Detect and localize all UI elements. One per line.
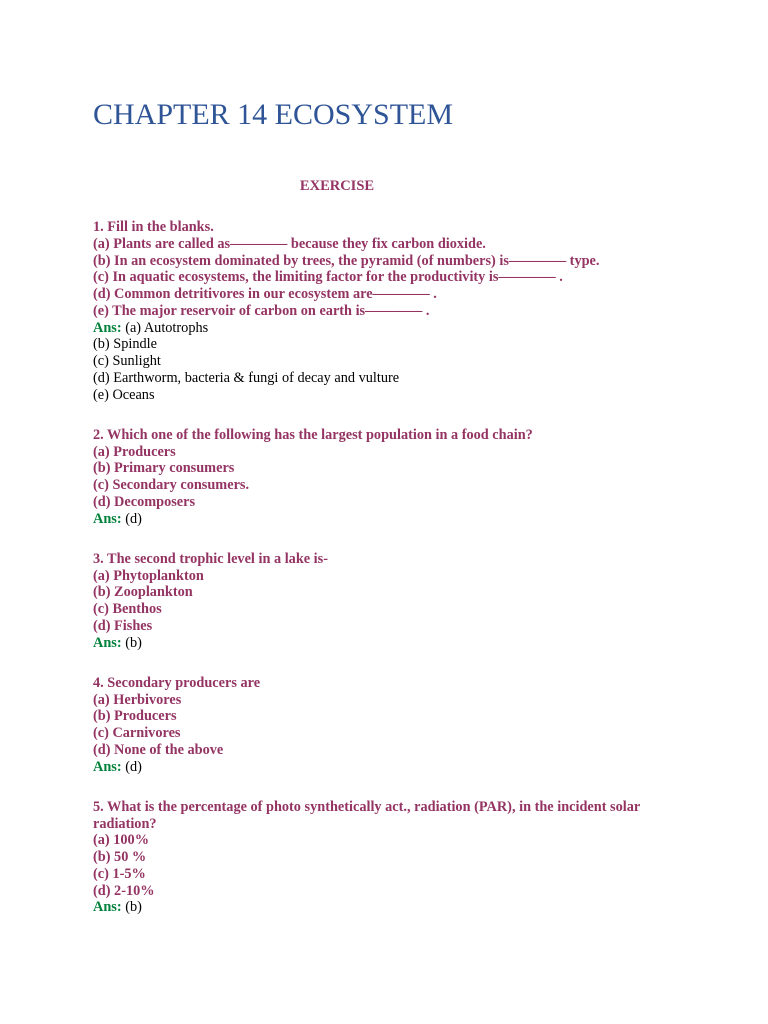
- answer-label: Ans:: [93, 758, 122, 775]
- answer-text: (b): [125, 899, 142, 916]
- question-4-option-c: (c) Carnivores: [93, 725, 181, 741]
- question-1-answer-d: (d) Earthworm, bacteria & fungi of decay and vulture: [93, 369, 400, 386]
- question-4-prompt: 4. Secondary producers are: [93, 674, 261, 691]
- question-1-answer-a: [93, 320, 693, 337]
- answer-label: Ans:: [93, 510, 122, 527]
- question-2-option-d: (d) Decomposers: [93, 493, 196, 510]
- question-4-answer: [93, 759, 693, 776]
- exercise-heading: EXERCISE: [299, 178, 375, 194]
- question-5-option-d: (d) 2-10%: [93, 882, 155, 899]
- answer-label: Ans:: [93, 899, 122, 916]
- question-5-option-b: (b) 50 %: [93, 849, 147, 865]
- question-2-option-c: (c) Secondary consumers.: [93, 477, 250, 493]
- question-3-option-b: (b) Zooplankton: [93, 584, 193, 601]
- exercise-content: [93, 219, 693, 940]
- question-4-option-a: (a) Herbivores: [93, 691, 182, 708]
- answer-label: Ans:: [93, 634, 122, 651]
- question-2-option-b: (b) Primary consumers: [93, 460, 235, 477]
- question-5-option-c: (c) 1-5%: [93, 865, 146, 882]
- question-1-option-a: (a) Plants are called as———— because they fix carbon dioxide.: [93, 235, 486, 252]
- question-2-prompt: 2. Which one of the following has the largest population in a food chain?: [93, 426, 533, 443]
- question-3-prompt: 3. The second trophic level in a lake is-: [93, 550, 328, 567]
- question-3-option-d: (d) Fishes: [93, 617, 153, 634]
- question-1-option-e: (e) The major reservoir of carbon on earth is———— .: [93, 302, 430, 319]
- question-5-option-a: (a) 100%: [93, 832, 149, 849]
- answer-text: (d): [125, 758, 142, 775]
- answer-label: Ans:: [93, 319, 122, 336]
- answer-text: (d): [125, 510, 142, 527]
- answer-text: (a) Autotrophs: [125, 319, 209, 336]
- question-4: [93, 675, 693, 776]
- question-3-option-c: (c) Benthos: [93, 601, 162, 617]
- question-1-answer-b: (b) Spindle: [93, 336, 157, 353]
- question-1-answer-c: (c) Sunlight: [93, 353, 161, 369]
- question-1-option-c: (c) In aquatic ecosystems, the limiting factor for the productivity is———— .: [93, 269, 563, 286]
- question-1-answer-e: (e) Oceans: [93, 386, 155, 403]
- question-5: [93, 799, 693, 916]
- question-5-answer: [93, 899, 693, 916]
- question-1: [93, 219, 693, 403]
- question-1-option-b: (b) In an ecosystem dominated by trees, the pyramid (of numbers) is———— type.: [93, 252, 600, 269]
- question-5-prompt: 5. What is the percentage of photo synthetically act., radiation (PAR), in the incident solar radiation?: [93, 798, 640, 832]
- question-2-option-a: (a) Producers: [93, 443, 176, 460]
- question-2: [93, 427, 693, 528]
- question-3-answer: [93, 635, 693, 652]
- question-3: [93, 551, 693, 652]
- question-4-option-b: (b) Producers: [93, 708, 177, 725]
- chapter-title: CHAPTER 14 ECOSYSTEM: [93, 98, 454, 131]
- question-1-prompt: 1. Fill in the blanks.: [93, 219, 214, 235]
- question-3-option-a: (a) Phytoplankton: [93, 567, 204, 584]
- question-2-answer: [93, 511, 693, 528]
- answer-text: (b): [125, 634, 142, 651]
- question-1-option-d: (d) Common detritivores in our ecosystem are———— .: [93, 286, 437, 302]
- question-4-option-d: (d) None of the above: [93, 741, 224, 758]
